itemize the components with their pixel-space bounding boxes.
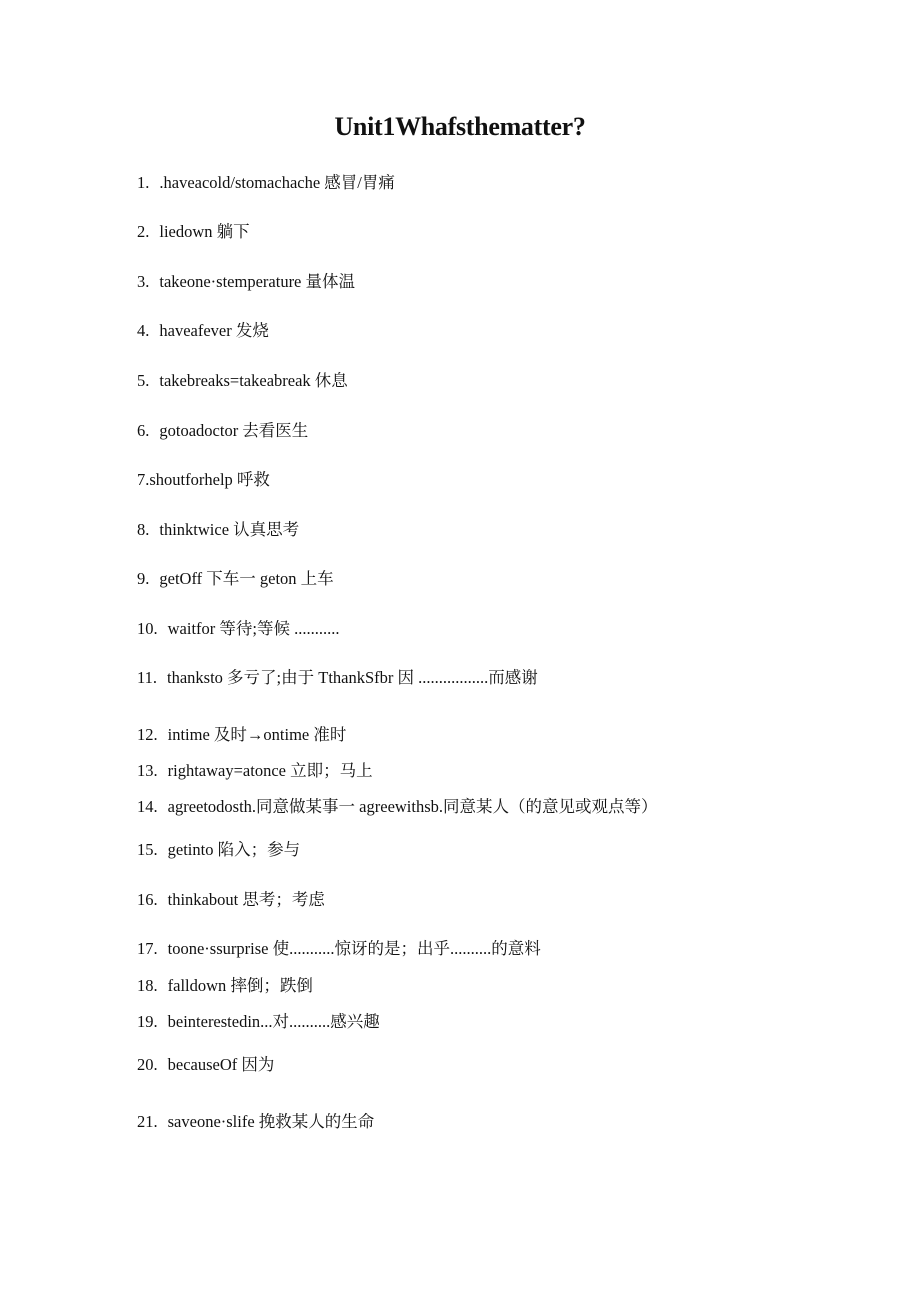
- item-text: becauseOf 因为: [167, 1055, 275, 1074]
- item-text: saveone·slife 挽救某人的生命: [167, 1112, 375, 1131]
- item-text: waitfor 等待;等候 ...........: [167, 619, 340, 638]
- item-text: rightaway=atonce 立即；马上: [167, 761, 373, 780]
- list-item: [137, 569, 334, 589]
- item-number: 11.: [137, 668, 158, 687]
- list-item: [137, 520, 299, 540]
- item-number: 17.: [137, 939, 158, 958]
- list-item: [137, 619, 339, 639]
- item-number: 13.: [137, 761, 158, 780]
- list-item: [137, 890, 325, 910]
- item-text: intime 及时→ontime 准时: [167, 725, 347, 744]
- item-text: agreetodosth.同意做某事一 agreewithsb.同意某人（的意见或观点等）: [167, 797, 658, 816]
- list-item: [137, 371, 348, 391]
- item-number: 8.: [137, 520, 150, 539]
- item-text: takeone·stemperature 量体温: [159, 272, 356, 291]
- item-number: 9.: [137, 569, 150, 588]
- item-number: 7.: [137, 470, 150, 489]
- list-item: [137, 1055, 274, 1075]
- list-item: [137, 797, 658, 817]
- list-item: [137, 321, 269, 341]
- page-title: Unit1Whafsthematter?: [334, 112, 586, 141]
- list-item: [137, 421, 308, 441]
- list-item: [137, 1112, 374, 1132]
- list-item: [137, 272, 355, 292]
- list-item: [137, 939, 541, 959]
- item-number: 19.: [137, 1012, 158, 1031]
- list-item: [137, 725, 346, 745]
- item-text: thinkabout 思考；考虑: [167, 890, 325, 909]
- item-number: 1.: [137, 173, 150, 192]
- list-item: [137, 976, 313, 996]
- item-number: 21.: [137, 1112, 158, 1131]
- item-number: 6.: [137, 421, 150, 440]
- item-text: getinto 陷入；参与: [167, 840, 301, 859]
- list-item: [137, 173, 395, 193]
- item-number: 2.: [137, 222, 150, 241]
- list-item: [137, 470, 270, 490]
- item-number: 3.: [137, 272, 150, 291]
- list-item: [137, 222, 250, 242]
- item-number: 14.: [137, 797, 158, 816]
- item-text: thanksto 多亏了;由于 TthankSfbr 因 .................而感谢: [167, 668, 538, 687]
- item-text: haveafever 发烧: [159, 321, 269, 340]
- list-item: [137, 1012, 380, 1032]
- item-text: toone·ssurprise 使...........惊讶的是；出乎..........的意料: [167, 939, 541, 958]
- item-text: falldown 摔倒；跌倒: [167, 976, 313, 995]
- item-text: beinterestedin...对..........感兴趣: [167, 1012, 380, 1031]
- item-number: 12.: [137, 725, 158, 744]
- item-number: 4.: [137, 321, 150, 340]
- item-number: 16.: [137, 890, 158, 909]
- item-number: 10.: [137, 619, 158, 638]
- list-item: [137, 668, 538, 688]
- item-text: getOff 下车一 geton 上车: [159, 569, 334, 588]
- item-number: 20.: [137, 1055, 158, 1074]
- item-text: liedown 躺下: [159, 222, 250, 241]
- list-item: [137, 840, 300, 860]
- list-item: [137, 761, 373, 781]
- item-number: 18.: [137, 976, 158, 995]
- item-number: 15.: [137, 840, 158, 859]
- item-number: 5.: [137, 371, 150, 390]
- item-text: shoutforhelp 呼救: [149, 470, 270, 489]
- item-text: thinktwice 认真思考: [159, 520, 300, 539]
- item-text: .haveacold/stomachache 感冒/胃痛: [159, 173, 395, 192]
- item-text: gotoadoctor 去看医生: [159, 421, 309, 440]
- item-text: takebreaks=takeabreak 休息: [159, 371, 348, 390]
